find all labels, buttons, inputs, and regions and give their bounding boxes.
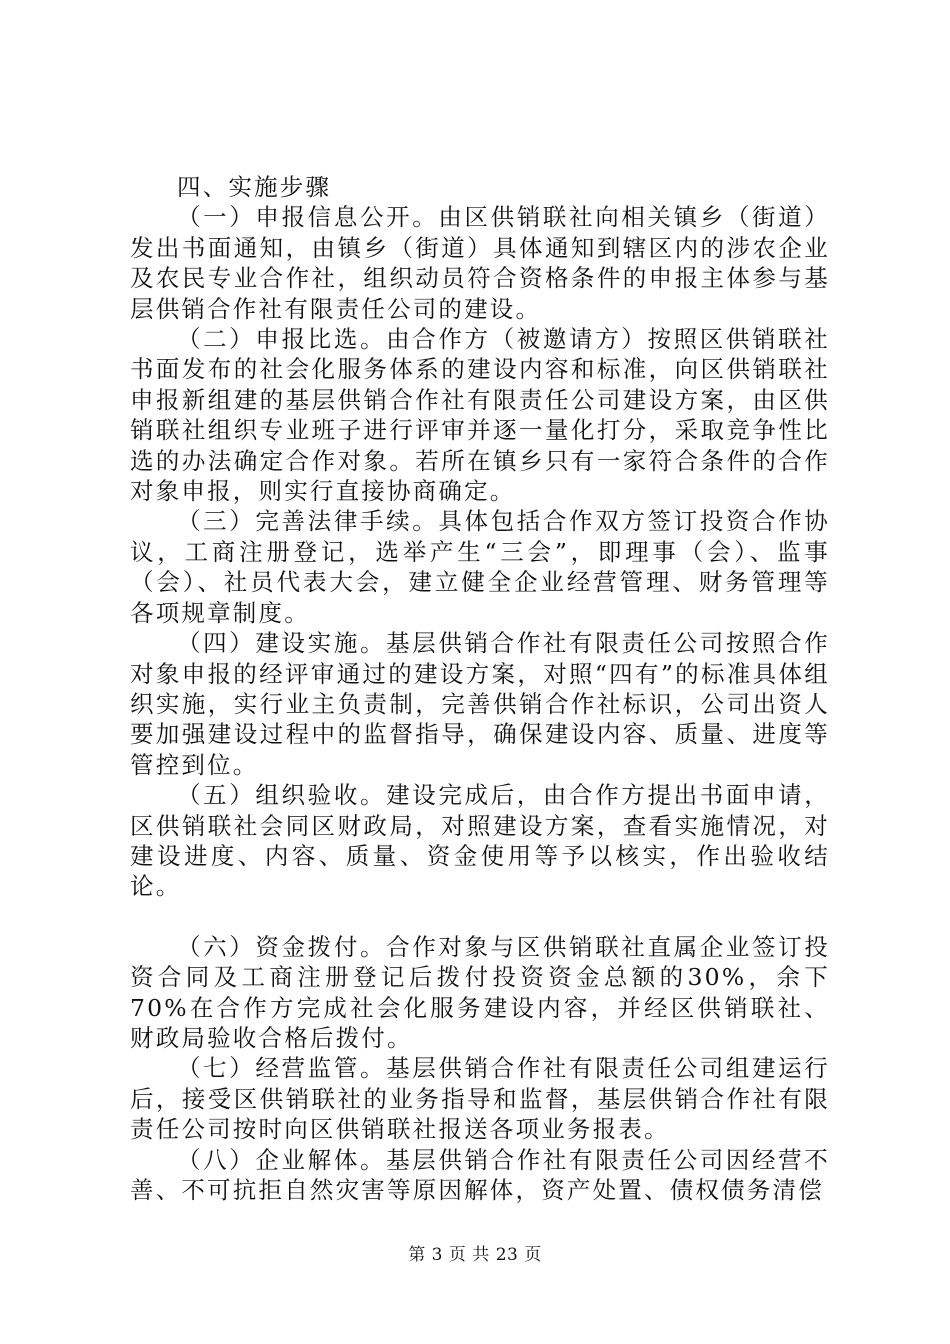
page-footer [0, 1245, 950, 1265]
paragraph-step-8: （八）企业解体。基层供销合作社有限责任公司因经营不善、不可抗拒自然灾害等原因解体，资产处置、债权债务清偿 [130, 1145, 830, 1204]
paragraph-step-7: （七）经营监管。基层供销合作社有限责任公司组建运行后，接受区供销联社的业务指导和监督，基层供销合作社有限责任公司按时向区供销联社报送各项业务报表。 [130, 1054, 830, 1144]
document-body [130, 172, 830, 1205]
paragraph-step-5: （五）组织验收。建设完成后，由合作方提出书面申请，区供销联社会同区财政局，对照建设方案，查看实施情况，对建设进度、内容、质量、资金使用等予以核实，作出验收结论。 [130, 781, 830, 901]
paragraph-step-3: （三）完善法律手续。具体包括合作双方签订投资合作协议，工商注册登记，选举产生“三会”，即理事（会）、监事（会）、社员代表大会，建立健全企业经营管理、财务管理等各项规章制度。 [130, 507, 830, 627]
page-number-label: 第 3 页 共 23 页 [408, 1245, 542, 1265]
paragraph-step-6: （六）资金拨付。合作对象与区供销联社直属企业签订投资合同及工商注册登记后拨付投资资金总额的30%，余下70%在合作方完成社会化服务建设内容，并经区供销联社、财政局验收合格后拨付。 [130, 932, 830, 1052]
paragraph-step-1: （一）申报信息公开。由区供销联社向相关镇乡（街道）发出书面通知，由镇乡（街道）具体通知到辖区内的涉农企业及农民专业合作社，组织动员符合资格条件的申报主体参与基层供销合作社有限责任公司的建设。 [130, 203, 830, 323]
paragraph-step-2: （二）申报比选。由合作方（被邀请方）按照区供销联社书面发布的社会化服务体系的建设内容和标准，向区供销联社申报新组建的基层供销合作社有限责任公司建设方案，由区供销联社组织专业班子进行评审并逐一量化打分，采取竞争性比选的办法确定合作对象。若所在镇乡只有一家符合条件的合作对象申报，则实行直接协商确定。 [130, 325, 830, 506]
paragraph-step-4: （四）建设实施。基层供销合作社有限责任公司按照合作对象申报的经评审通过的建设方案，对照“四有”的标准具体组织实施，实行业主负责制，完善供销合作社标识，公司出资人要加强建设过程中的监督指导，确保建设内容、质量、进度等管控到位。 [130, 629, 830, 779]
section-heading: 四、实施步骤 [177, 173, 332, 201]
